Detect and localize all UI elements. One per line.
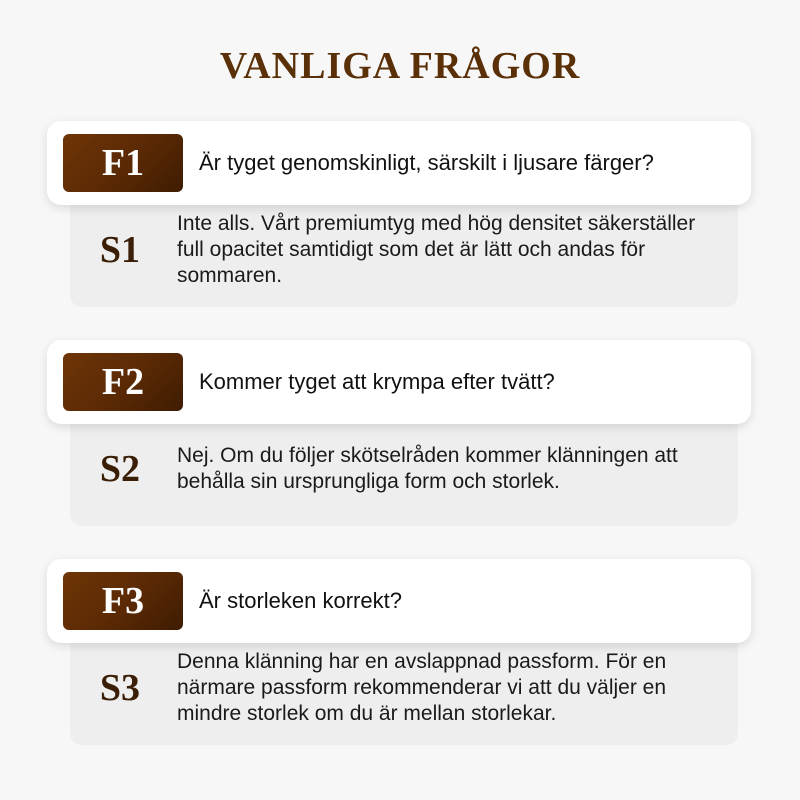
answer-box: [70, 412, 738, 526]
question-text: Är storleken korrekt?: [199, 588, 402, 613]
answer-box: [70, 631, 738, 745]
question-text: Är tyget genomskinligt, särskilt i ljusare färger?: [199, 150, 654, 175]
answer-label: S2: [99, 448, 141, 490]
answer-label: S3: [99, 667, 141, 709]
question-box: [47, 559, 751, 643]
page-title: VANLIGA FRÅGOR: [219, 45, 581, 87]
answer-text: Denna klänning har en avslappnad passform. För en närmare passform rekommenderar vi att du väljer en mindre storlek om du är mellan storlekar.: [177, 650, 667, 725]
faq-item-2: [0, 340, 800, 540]
question-box: [47, 340, 751, 424]
question-text: Kommer tyget att krympa efter tvätt?: [199, 369, 555, 394]
answer-text: Inte alls. Vårt premiumtyg med hög densitet säkerställer full opacitet samtidigt som det är lätt och andas för sommaren.: [177, 212, 696, 287]
question-box: [47, 121, 751, 205]
question-badge: F2: [63, 353, 183, 411]
question-badge: F3: [63, 572, 183, 630]
faq-item-1: [0, 121, 800, 321]
answer-label: S1: [99, 229, 141, 271]
answer-text: Nej. Om du följer skötselråden kommer klänningen att behålla sin ursprungliga form och storlek.: [177, 444, 678, 493]
answer-box: [70, 193, 738, 307]
faq-item-3: [0, 559, 800, 759]
question-badge: F1: [63, 134, 183, 192]
